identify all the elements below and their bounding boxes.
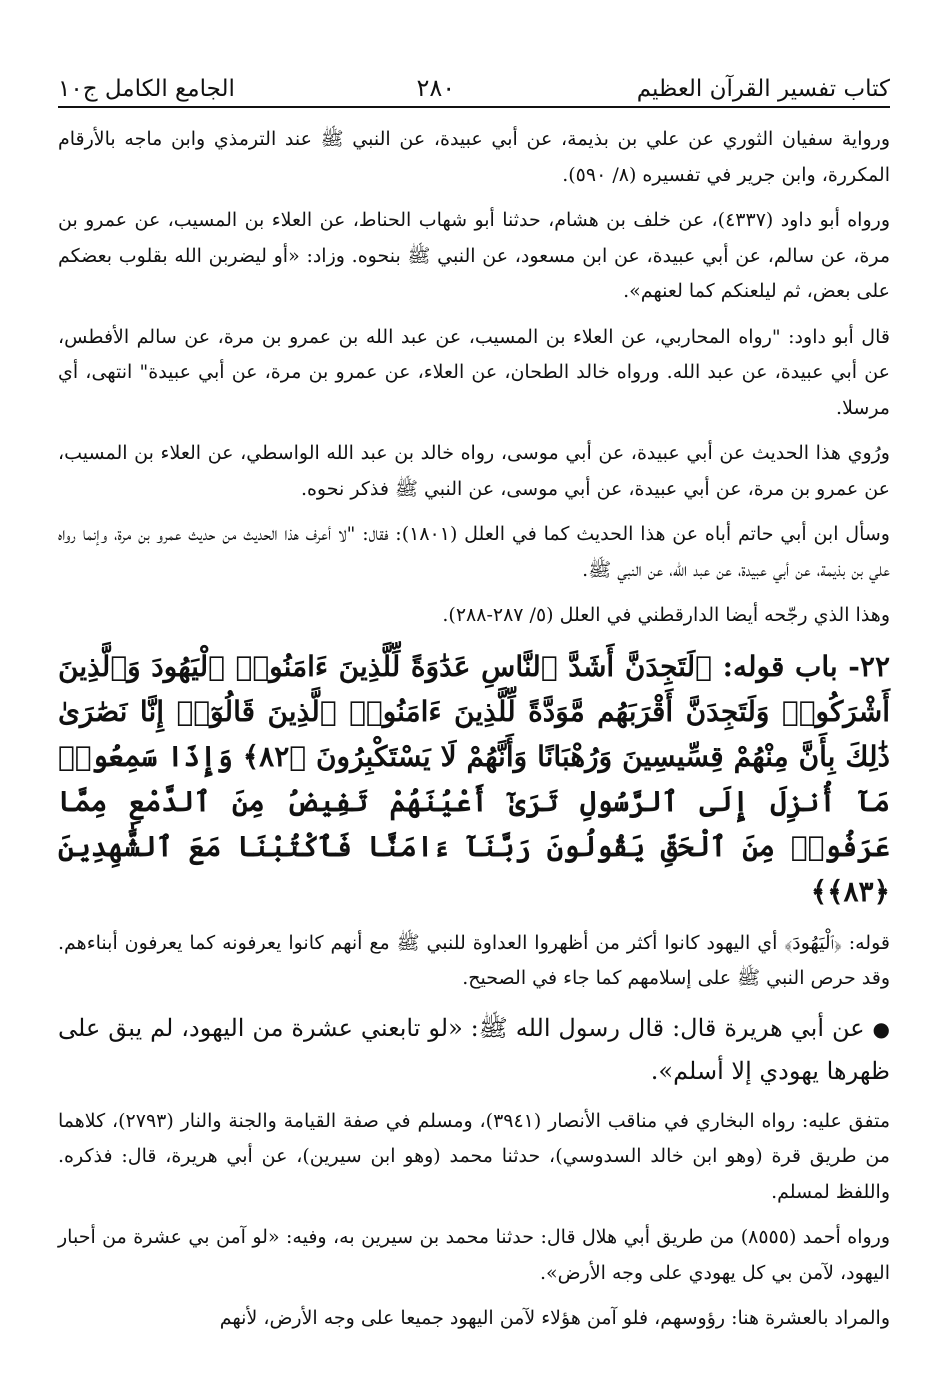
paragraph-9: ورواه أحمد (٨٥٥٥) من طريق أبي هلال قال: حدثنا محمد بن سيرين به، وفيه: «لو آمن بي عشرة من أحبار اليهود، لآمن بي كل يهودي على وجه الأرض». <box>58 1226 890 1284</box>
bullet-icon: ● <box>872 1016 890 1041</box>
paragraph-8: متفق عليه: رواه البخاري في مناقب الأنصار (٣٩٤١)، ومسلم في صفة القيامة والجنة والنار (٢٧٩٣)، كلاهما من طريق قرة (وهو ابن خالد السدوسي)، حدثنا محمد (وهو ابن سيرين)، عن أبي هريرة، قال: فذكره. واللفظ لمسلم. <box>58 1109 891 1203</box>
paragraph-7: قوله: ﴿ٱلْيَهُودَ﴾ أي اليهود كانوا أكثر من أظهروا العداوة للنبي ﷺ مع أنهم كانوا يعرفونه كما يعرفون أبناءهم. وقد حرص النبي ﷺ على إسلامهم كما جاء في الصحيح. <box>58 931 890 989</box>
paragraph-6: وهذا الذي رجّحه أيضا الدارقطني في العلل (٥/ ٢٨٧-٢٨٨). <box>442 604 890 626</box>
paragraph-10: والمراد بالعشرة هنا: رؤوسهم، فلو آمن هؤلاء لآمن اليهود جميعا على وجه الأرض، لأنهم <box>219 1307 890 1329</box>
header-rule <box>58 106 890 108</box>
paragraph-1: ورواية سفيان الثوري عن علي بن بذيمة، عن أبي عبيدة، عن النبي ﷺ عند الترمذي وابن ماجه بالأرقام المكررة، وابن جرير في تفسيره (٨/ ٥٩٠). <box>58 128 890 186</box>
page-header <box>58 58 890 102</box>
page-body <box>58 118 890 1347</box>
paragraph-2: ورواه أبو داود (٤٣٣٧)، عن خلف بن هشام، حدثنا أبو شهاب الحناط، عن العلاء بن المسيب، عن عمرو بن مرة، عن سالم، عن أبي عبيدة، عن ابن مسعود، عن النبي ﷺ بنحوه. وزاد: «أو ليضربن الله بقلوب بعضكم على بعض، ثم ليلعنكم كما لعنهم». <box>58 209 890 302</box>
hadith-text-block <box>58 1007 890 1092</box>
hadith-text: عن أبي هريرة قال: قال رسول الله ﷺ: «لو تابعني عشرة من اليهود، لم يبق على ظهرها يهودي إلا أسلم». <box>58 1013 890 1085</box>
paragraph-3: قال أبو داود: "رواه المحاربي، عن العلاء بن المسيب، عن عبد الله بن عمرو بن مرة، عن سالم الأفطس، عن أبي عبيدة، عن عبد الله. ورواه خالد الطحان، عن العلاء، عن عمرو بن مرة، عن أبي عبيدة" انتهى، أي مرسلا. <box>58 325 890 419</box>
volume-title: الجامع الكامل ج١٠ <box>58 76 235 102</box>
page-number: ٢٨٠ <box>416 74 456 102</box>
book-title: كتاب تفسير القرآن العظيم <box>636 76 890 102</box>
paragraph-5: وسأل ابن أبي حاتم أباه عن هذا الحديث كما في العلل (١٨٠١): فقال: "لا أعرف هذا الحديث من حديث عمرو بن مرة، وإنما رواه علي بن بذيمة، عن أبي عبيدة، عن عبد الله، عن النبي ﷺ. <box>58 523 890 581</box>
paragraph-4: ورُوي هذا الحديث عن أبي عبيدة، عن أبي موسى، رواه خالد بن عبد الله الواسطي، عن العلاء بن المسيب، عن عمرو بن مرة، عن أبي عبيدة، عن أبي موسى، عن النبي ﷺ فذكر نحوه. <box>58 442 890 500</box>
chapter-verse-heading: ٢٢- باب قوله: ﴿لَتَجِدَنَّ أَشَدَّ ٱلنَّاسِ عَدَٰوَةً لِّلَّذِينَ ءَامَنُوا۟ ٱلْيَهُودَ وَٱلَّذِينَ أَشْرَكُوا۟ وَلَتَجِدَنَّ أَقْرَبَهُم مَّوَدَّةً لِّلَّذِينَ ءَامَنُوا۟ ٱلَّذِينَ قَالُوٓا۟ إِنَّا نَصَٰرَىٰ ذَٰلِكَ بِأَنَّ مِنْهُمْ قِسِّيسِينَ وَرُهْبَانًا وَأَنَّهُمْ لَا يَسْتَكْبِرُونَ ﴿٨٢﴾ وَإِذَا سَمِعُوا۟ مَآ أُنزِلَ إِلَى ٱلرَّسُولِ تَرَىٰٓ أَعْيُنَهُمْ تَفِيضُ مِنَ ٱلدَّمْعِ مِمَّا عَرَفُوا۟ مِنَ ٱلْحَقِّ يَقُولُونَ رَبَّنَآ ءَامَنَّا فَٱكْتُبْنَا مَعَ ٱلشَّٰهِدِينَ ﴿٨٣﴾﴾ <box>58 649 890 908</box>
